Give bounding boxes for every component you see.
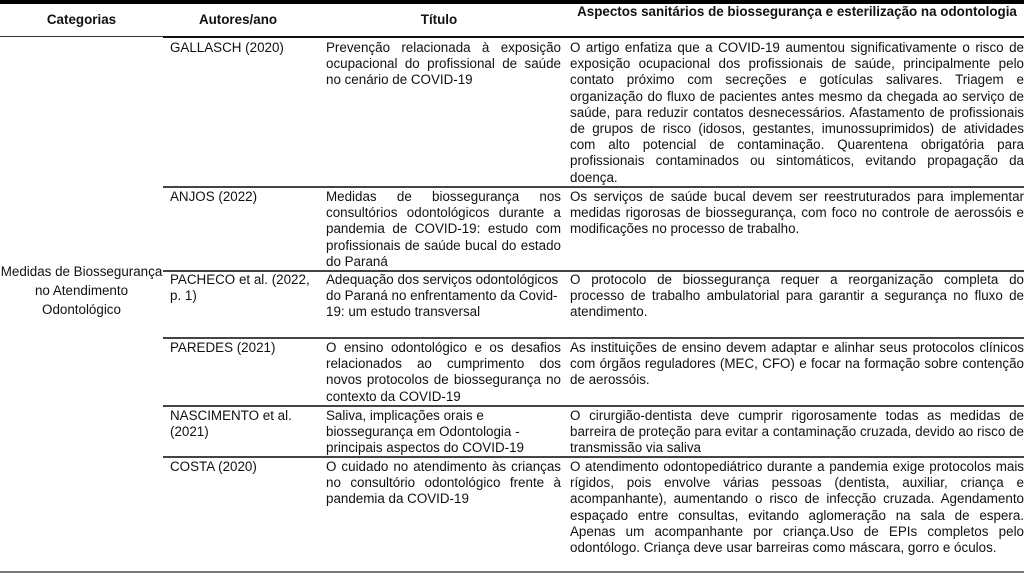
table-bottom-rule <box>0 571 1024 573</box>
aspects-cell: O protocolo de biossegurança requer a reorganização completa do processo de trabalho ambulatorial para garantir a segurança no fluxo de atendimento. <box>570 272 1024 320</box>
row-divider <box>163 405 1024 407</box>
aspects-cell: As instituições de ensino devem adaptar e alinhar seus protocolos clínicos com órgãos reguladores (MEC, CFO) e focar na formação sobre contenção de aerossóis. <box>570 340 1024 388</box>
header-rule-right <box>163 36 1024 38</box>
title-cell: Medidas de biossegurança nos consultórios odontológicos durante a pandemia de COVID-19: estudo com profissionais de saúde bucal do estado do Paraná <box>326 189 561 269</box>
title-cell: Saliva, implicações orais e biossegurança em Odontologia - principais aspectos do COVID-19 <box>326 408 524 456</box>
title-cell: Prevenção relacionada à exposição ocupacional do profissional de saúde no cenário de COVID-19 <box>326 40 561 88</box>
table-row <box>163 40 1024 185</box>
aspects-cell: Os serviços de saúde bucal devem ser reestruturados para implementar medidas rigorosas de biossegurança, com foco no controle de aerossóis e modificações no processo de trabalho. <box>570 189 1024 237</box>
header-autores: Autores/ano <box>198 12 278 27</box>
title-cell: O cuidado no atendimento às crianças no consultório odontológico frente à pandemia da COVID-19 <box>326 459 561 507</box>
aspects-cell: O cirurgião-dentista deve cumprir rigorosamente todas as medidas de barreira de proteção para evitar a contaminação cruzada, devido ao risco de transmissão via saliva <box>570 408 1024 456</box>
header-categorias: Categorias <box>46 12 117 27</box>
authors-cell: GALLASCH (2020) <box>170 40 284 55</box>
aspects-cell: O artigo enfatiza que a COVID-19 aumentou significativamente o risco de exposição ocupacional dos profissionais de saúde, principalmente pelo contato próximo com secreções e gotículas salivares. Triagem e organização do fluxo de pacientes antes mesmo da chegada ao serviço de saúde, para reduzir contatos desnecessários. Afastamento de profissionais de grupos de risco (idosos, gestantes, imunossuprimidos) de atividades com alto potencial de contaminação. Quarentena obrigatória para profissionais contaminados ou sintomáticos, evitando propagação da doença. <box>570 40 1024 185</box>
table-row <box>163 408 1024 456</box>
aspects-cell: O atendimento odontopediátrico durante a pandemia exige protocolos mais rígidos, pois envolve várias pessoas (dentista, auxiliar, criança e acompanhante), aumentando o risco de infecção cruzada. Agendamento espaçado entre consultas, evitando aglomeração na sala de espera. Apenas um acompanhante por criança.Uso de EPIs completos pelo odontólogo. Criança deve usar barreiras como máscara, gorro e óculos. <box>570 459 1024 556</box>
table-row <box>163 459 1024 571</box>
authors-cell: ANJOS (2022) <box>170 189 258 204</box>
row-divider <box>163 186 1024 188</box>
row-divider <box>163 456 1024 458</box>
table-row <box>163 272 1024 336</box>
authors-cell: NASCIMENTO et al. (2021) <box>170 408 292 440</box>
title-cell: Adequação dos serviços odontológicos do Paraná no enfrentamento da Covid-19: um estudo transversal <box>326 272 559 320</box>
row-divider <box>163 337 1024 339</box>
authors-cell: COSTA (2020) <box>170 459 257 474</box>
authors-cell: PAREDES (2021) <box>170 340 276 355</box>
table-row <box>163 340 1024 404</box>
header-rule-left <box>0 36 163 37</box>
authors-cell: PACHECO et al. (2022, p. 1) <box>170 272 310 304</box>
title-cell: O ensino odontológico e os desafios relacionados ao cumprimento dos novos protocolos de biossegurança no contexto da COVID-19 <box>326 340 561 404</box>
header-aspectos: Aspectos sanitários de biossegurança e esterilização na odontologia <box>577 4 1017 19</box>
table-row <box>163 189 1024 271</box>
header-titulo: Título <box>420 12 458 27</box>
category-cell: Medidas de Biossegurança no Atendimento Odontológico <box>0 264 163 317</box>
